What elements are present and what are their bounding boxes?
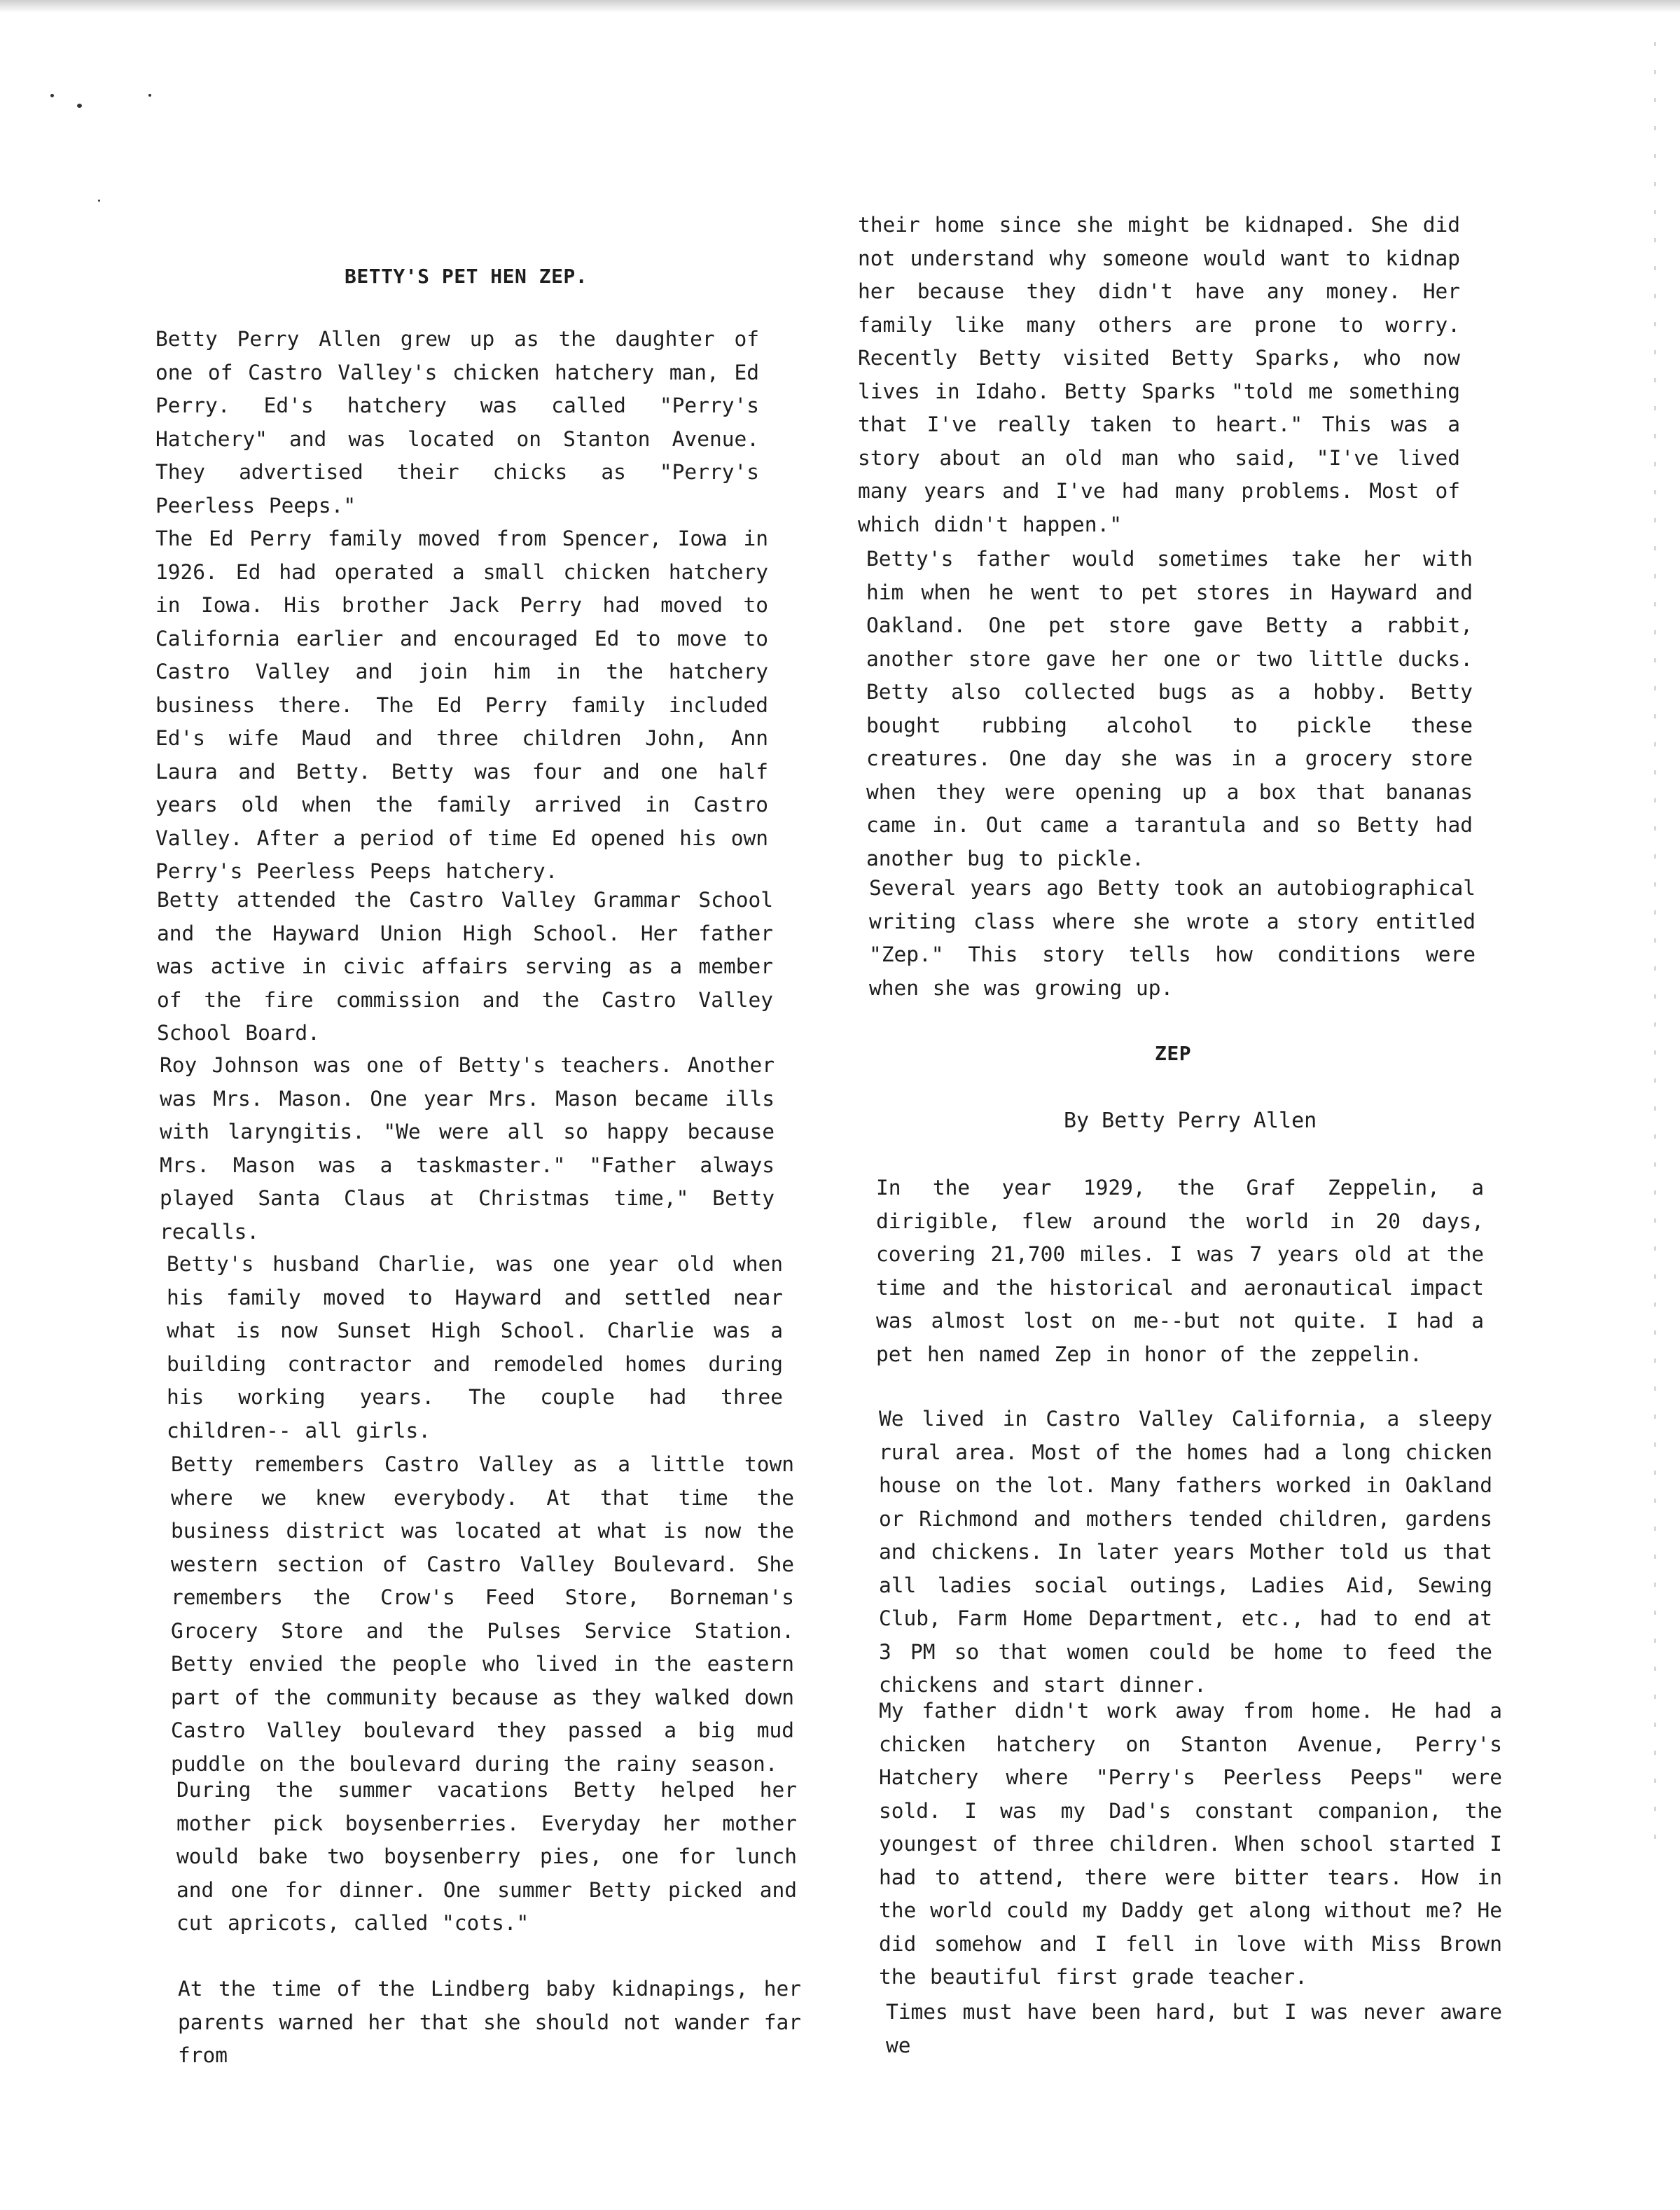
article-paragraph: Betty remembers Castro Valley as a little town where we knew everybody. At that time the business district was located at what is now the western section of Castro Valley Boulevard. She remembers the Crow's Feed Store, Borneman's Grocery Store and the Pulses Service Station. Betty envied the people who lived in the eastern part of the community because as they walked down Castro Valley boulevard they passed a big mud puddle on the boulevard during the rainy season. — [171, 1452, 794, 1776]
story-title: ZEP — [1155, 1042, 1192, 1065]
story-paragraph: Times must have been hard, but I was never aware we — [886, 2000, 1502, 2057]
scan-speck — [50, 94, 54, 97]
scan-speck — [77, 104, 82, 108]
article-title: BETTY'S PET HEN ZEP. — [345, 265, 588, 288]
story-byline: By Betty Perry Allen — [1064, 1109, 1317, 1133]
scan-speck — [148, 94, 151, 97]
story-paragraph: In the year 1929, the Graf Zeppelin, a dirigible, flew around the world in 20 days, covering 21,700 miles. I was 7 years old at the time and the historical and aeronautical impact was almost lost on me--but not quite. I had a pet hen named Zep in honor of the zeppelin. — [876, 1176, 1484, 1366]
scan-top-edge — [0, 0, 1680, 13]
article-paragraph: Roy Johnson was one of Betty's teachers. Another was Mrs. Mason. One year Mrs. Mason became ills with laryngitis. "We were all so happy because Mrs. Mason was a taskmaster." "Father always played Santa Claus at Christmas time," Betty recalls. — [160, 1053, 775, 1244]
article-paragraph: Several years ago Betty took an autobiographical writing class where she wrote a story entitled "Zep." This story tells how conditions were when she was growing up. — [869, 876, 1476, 1000]
story-paragraph: My father didn't work away from home. He had a chicken hatchery on Stanton Avenue, Perry's Hatchery where "Perry's Peerless Peeps" were sold. I was my Dad's constant companion, the youngest of three children. When school started I had to attend, there were bitter tears. How in the world could my Daddy get along without me? He did somehow and I fell in love with Miss Brown the beautiful first grade teacher. — [879, 1699, 1502, 1989]
scan-right-edge — [1654, 42, 1656, 1863]
article-paragraph: At the time of the Lindberg baby kidnapings, her parents warned her that she should not wander far from — [178, 1977, 801, 2067]
article-paragraph: Betty Perry Allen grew up as the daughter of one of Castro Valley's chicken hatchery man, Ed Perry. Ed's hatchery was called "Perry's Hatchery" and was located on Stanton Avenue. They advertised their chicks as "Perry's Peerless Peeps." — [155, 327, 759, 517]
article-paragraph: Betty's father would sometimes take her with him when he went to pet stores in Hayward and Oakland. One pet store gave Betty a rabbit, another store gave her one or two little ducks. Betty also collected bugs as a hobby. Betty bought rubbing alcohol to pickle these creatures. One day she was in a grocery store when they were opening up a box that bananas came in. Out came a tarantula and so Betty had another bug to pickle. — [866, 547, 1473, 870]
article-paragraph: Betty's husband Charlie, was one year old when his family moved to Hayward and settled near what is now Sunset High School. Charlie was a building contractor and remodeled homes during his working years. The couple had three children-- all girls. — [167, 1252, 783, 1443]
article-paragraph: their home since she might be kidnaped. She did not understand why someone would want to kidnap her because they didn't have any money. Her family like many others are prone to worry. Recently Betty visited Betty Sparks, who now lives in Idaho. Betty Sparks "told me something that I've really taken to heart." This was a story about an old man who said, "I've lived many years and I've had many problems. Most of which didn't happen." — [858, 213, 1460, 536]
article-paragraph: Betty attended the Castro Valley Grammar School and the Hayward Union High School. Her father was active in civic affairs serving as a member of the fire commission and the Castro Valley School Board. — [157, 888, 773, 1045]
article-paragraph: During the summer vacations Betty helped her mother pick boysenberries. Everyday her mother would bake two boysenberry pies, one for lunch and one for dinner. One summer Betty picked and cut apricots, called "cots." — [176, 1778, 797, 1935]
article-paragraph: The Ed Perry family moved from Spencer, Iowa in 1926. Ed had operated a small chicken hatchery in Iowa. His brother Jack Perry had moved to California earlier and encouraged Ed to move to Castro Valley and join him in the hatchery business there. The Ed Perry family included Ed's wife Maud and three children John, Ann Laura and Betty. Betty was four and one half years old when the family arrived in Castro Valley. After a period of time Ed opened his own Perry's Peerless Peeps hatchery. — [155, 527, 768, 883]
story-paragraph: We lived in Castro Valley California, a sleepy rural area. Most of the homes had a long chicken house on the lot. Many fathers worked in Oakland or Richmond and mothers tended children, gardens and chickens. In later years Mother told us that all ladies social outings, Ladies Aid, Sewing Club, Farm Home Department, etc., had to end at 3 PM so that women could be home to feed the chickens and start dinner. — [879, 1407, 1492, 1697]
scan-speck — [98, 200, 100, 202]
